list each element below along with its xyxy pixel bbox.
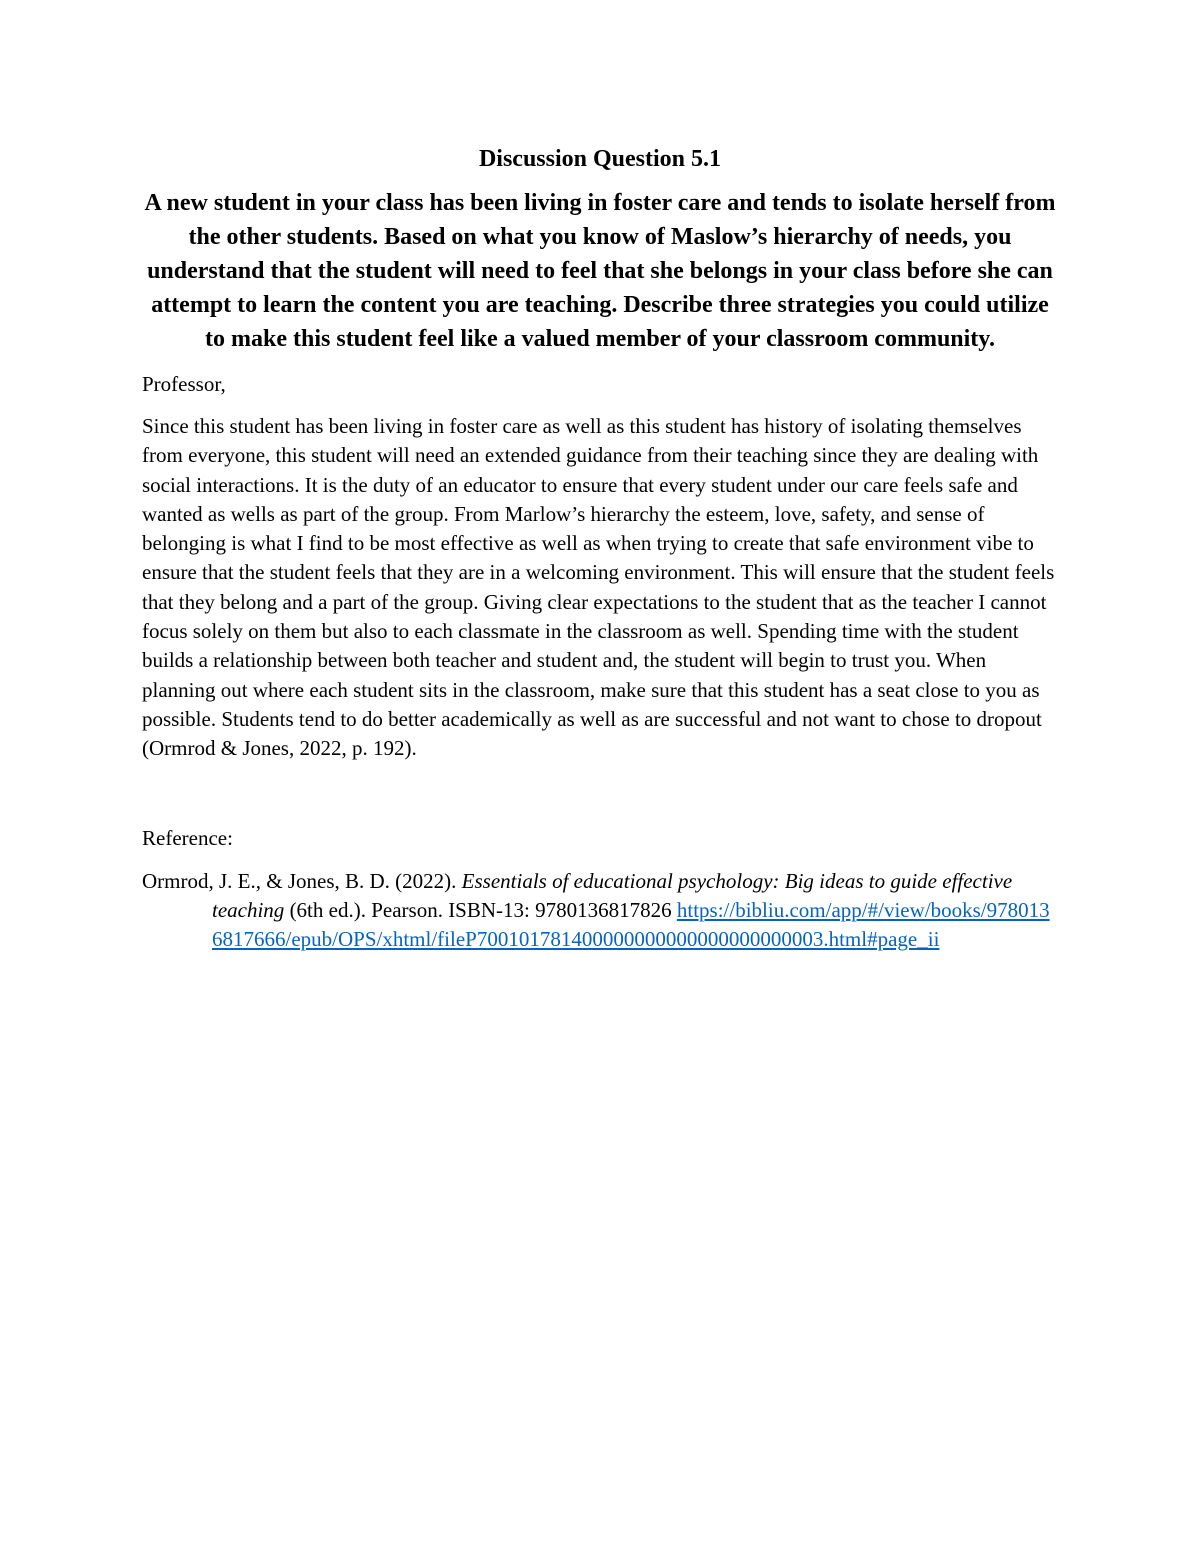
discussion-question: A new student in your class has been living in foster care and tends to isolate herself from the other students. Based on what you know of Maslow’s hierarchy of needs, you understand that the student will need to feel that she belongs in your class before she can attempt to learn the content you are teaching. Describe three strategies you could utilize to make this student feel like a valued member of your classroom community.: [144, 190, 1056, 352]
reference-book-title: Essentials of educational psychology: Big ideas to guide effective teaching: [212, 868, 1013, 922]
document-content: [142, 140, 1058, 954]
reference-authors: Ormrod, J. E., & Jones, B. D. (2022).: [142, 868, 462, 893]
response-paragraph: Since this student has been living in foster care as well as this student has history of isolating themselves from everyone, this student will need an extended guidance from their teaching since they are dealing with social interactions. It is the duty of an educator to ensure that every student under our care feels safe and wanted as wells as part of the group. From Marlow’s hierarchy the esteem, love, safety, and sense of belonging is what I find to be most effective as well as when trying to create that safe environment vibe to ensure that the student feels that they are in a welcoming environment. This will ensure that the student feels that they belong and a part of the group. Giving clear expectations to the student that as the teacher I cannot focus solely on them but also to each classmate in the classroom as well. Spending time with the student builds a relationship between both teacher and student and, the student will begin to trust you. When planning out where each student sits in the classroom, make sure that this student has a seat close to you as possible. Students tend to do better academically as well as are successful and not want to chose to dropout (Ormrod & Jones, 2022, p. 192).: [142, 414, 1055, 761]
reference-url-link[interactable]: https://bibliu.com/app/#/view/books/9780136817666/epub/OPS/xhtml/fileP700101781400000000000000000000003.html#page_ii: [212, 897, 1050, 952]
salutation: Professor,: [142, 372, 226, 396]
reference-details: (6th ed.). Pearson. ISBN-13: 9780136817826: [284, 897, 677, 922]
reference-entry: [142, 867, 1058, 955]
reference-heading: Reference:: [142, 825, 233, 850]
document-title: Discussion Question 5.1: [478, 146, 722, 172]
